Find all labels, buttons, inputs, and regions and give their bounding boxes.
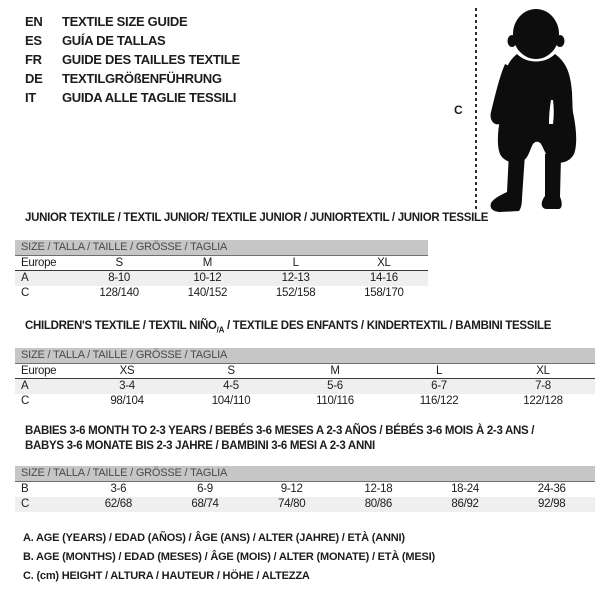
age-cell: 8-10 xyxy=(108,272,131,284)
babies-size-table xyxy=(15,482,595,512)
table-row xyxy=(15,497,595,512)
table-row xyxy=(15,482,595,497)
lang-title: GUIDA ALLE TAGLIE TESSILI xyxy=(62,90,237,105)
size-header-bar: SIZE / TALLA / TAILLE / GRÖSSE / TAGLIA xyxy=(15,348,595,364)
size-cell: S xyxy=(227,365,235,377)
section-title-children xyxy=(25,320,551,334)
height-cell: 80/86 xyxy=(364,498,392,510)
size-cell: XL xyxy=(377,257,391,269)
lang-code: ES xyxy=(25,33,42,48)
height-cell: 116/122 xyxy=(419,395,459,407)
age-cell: 12-13 xyxy=(281,272,310,284)
lang-title: GUIDE DES TAILLES TEXTILE xyxy=(62,52,240,67)
height-cell: 98/104 xyxy=(110,395,144,407)
lang-row-es xyxy=(25,31,240,50)
height-cell: 122/128 xyxy=(523,395,563,407)
lang-title: TEXTILE SIZE GUIDE xyxy=(62,14,188,29)
section-title-babies-line2: BABYS 3-6 MONATE BIS 2-3 JAHRE / BAMBINI 3-6 MESI A 2-3 ANNI xyxy=(25,440,375,452)
size-header-bar: SIZE / TALLA / TAILLE / GRÖSSE / TAGLIA xyxy=(15,466,595,482)
row-label: C xyxy=(21,395,30,407)
age-cell: 10-12 xyxy=(193,272,222,284)
height-cell: 74/80 xyxy=(278,498,306,510)
title-subscript: /A xyxy=(216,325,225,335)
row-label: C xyxy=(21,498,30,510)
age-cell: 24-36 xyxy=(537,483,566,495)
height-cell: 86/92 xyxy=(451,498,479,510)
lang-title: GUÍA DE TALLAS xyxy=(62,33,166,48)
age-cell: 4-5 xyxy=(223,380,239,392)
size-cell: L xyxy=(292,257,299,269)
section-title-junior: JUNIOR TEXTILE / TEXTIL JUNIOR/ TEXTILE JUNIOR / JUNIORTEXTIL / JUNIOR TESSILE xyxy=(25,212,489,224)
age-cell: 14-16 xyxy=(369,272,398,284)
lang-row-it xyxy=(25,88,240,107)
row-label: A xyxy=(21,380,29,392)
table-row xyxy=(15,394,595,409)
legend-note-a: A. AGE (YEARS) / EDAD (AÑOS) / ÂGE (ANS) / ALTER (JAHRE) / ETÀ (ANNI) xyxy=(23,532,405,544)
height-cell: 92/98 xyxy=(538,498,566,510)
height-cell: 110/116 xyxy=(316,395,354,407)
height-cell: 128/140 xyxy=(99,287,139,299)
size-cell: M xyxy=(202,257,213,269)
age-cell: 7-8 xyxy=(535,380,551,392)
lang-code: EN xyxy=(25,14,43,29)
table-row xyxy=(15,364,595,379)
size-cell: XS xyxy=(119,365,135,377)
legend-notes xyxy=(23,532,435,589)
age-cell: 5-6 xyxy=(327,380,343,392)
junior-size-table xyxy=(15,256,428,301)
table-row xyxy=(15,286,428,301)
table-row xyxy=(15,271,428,286)
height-cell: 140/152 xyxy=(187,287,228,299)
lang-code: DE xyxy=(25,71,43,86)
age-cell: 6-7 xyxy=(431,380,447,392)
row-label: C xyxy=(21,287,30,299)
size-cell: M xyxy=(330,365,340,377)
height-measure-label: C xyxy=(454,103,463,117)
size-cell: XL xyxy=(536,365,550,377)
legend-note-b: B. AGE (MONTHS) / EDAD (MESES) / ÂGE (MOIS) / ALTER (MONATE) / ETÀ (MESI) xyxy=(23,551,435,563)
age-cell: 6-9 xyxy=(197,483,213,495)
section-title-babies-line1: BABIES 3-6 MONTH TO 2-3 YEARS / BEBÉS 3-6 MESES A 2-3 AÑOS / BÉBÉS 3-6 MOIS À 2-3 ANS / xyxy=(25,425,535,437)
height-cell: 62/68 xyxy=(104,498,132,510)
legend-note-c: C. (cm) HEIGHT / ALTURA / HAUTEUR / HÖHE / ALTEZZA xyxy=(23,570,310,582)
title-part: CHILDREN'S TEXTILE / TEXTIL NIÑO xyxy=(25,320,217,332)
height-cell: 158/170 xyxy=(364,287,404,299)
size-cell: L xyxy=(435,365,443,377)
height-cell: 68/74 xyxy=(191,498,219,510)
height-cell: 152/158 xyxy=(275,287,316,299)
row-label: B xyxy=(21,483,29,495)
lang-row-de xyxy=(25,69,240,88)
age-cell: 18-24 xyxy=(451,483,479,495)
lang-title: TEXTILGRÖßENFÜHRUNG xyxy=(62,71,222,86)
age-cell: 9-12 xyxy=(280,483,303,495)
row-label: Europe xyxy=(21,365,57,377)
age-cell: 12-18 xyxy=(364,483,393,495)
size-cell: S xyxy=(115,257,123,269)
age-cell: 3-4 xyxy=(119,380,135,392)
size-header-bar: SIZE / TALLA / TAILLE / GRÖSSE / TAGLIA xyxy=(15,240,428,256)
row-label: A xyxy=(21,272,29,284)
lang-row-fr xyxy=(25,50,240,69)
lang-code: FR xyxy=(25,52,42,67)
table-row xyxy=(15,379,595,394)
language-list xyxy=(25,12,240,107)
baby-silhouette-icon xyxy=(487,8,587,212)
height-cell: 104/110 xyxy=(211,395,251,407)
children-size-table xyxy=(15,364,595,409)
lang-row-en xyxy=(25,12,240,31)
row-label: Europe xyxy=(21,257,57,269)
height-measure-dashed-line xyxy=(475,8,477,212)
lang-code: IT xyxy=(25,90,36,105)
table-row xyxy=(15,256,428,271)
title-part: / TEXTILE DES ENFANTS / KINDERTEXTIL / BAMBINI TESSILE xyxy=(224,320,552,332)
age-cell: 3-6 xyxy=(110,483,127,495)
